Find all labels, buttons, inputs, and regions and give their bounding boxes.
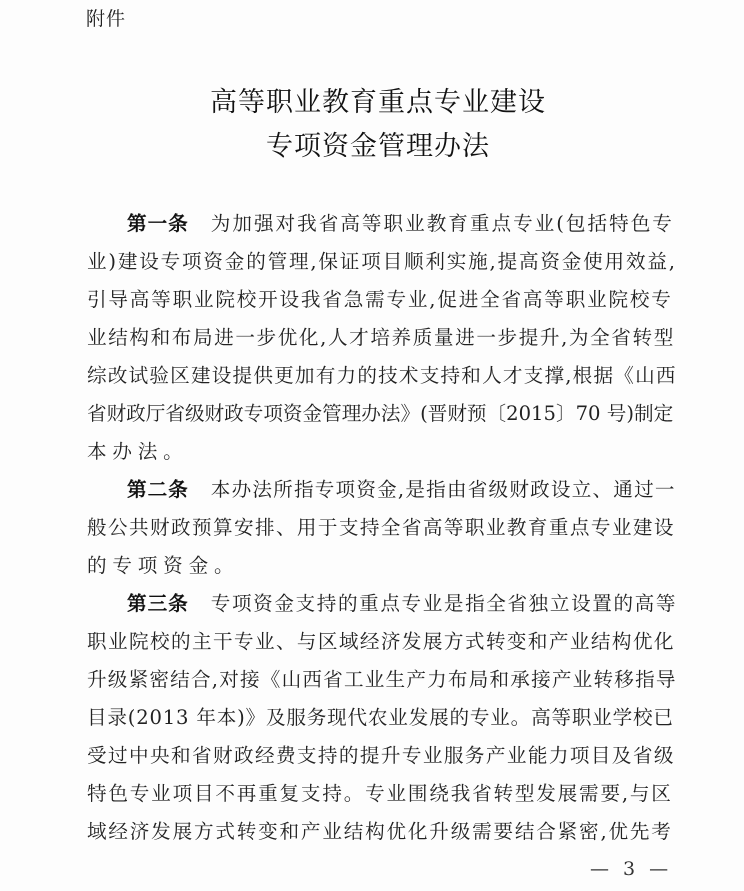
article-text: 专项资金支持的重点专业是指全省独立设置的高等: [210, 592, 678, 615]
article-1-line: [87, 205, 677, 243]
article-1-heading: 第一条: [127, 212, 189, 235]
article-2-heading: 第二条: [127, 478, 189, 501]
article-2-line: 的专项资金。: [87, 554, 240, 577]
article-3-line: 目录(2013 年本)》及服务现代农业发展的专业。高等职业学校已: [87, 706, 674, 729]
article-2-line: [87, 471, 677, 509]
article-3-heading: 第三条: [127, 592, 189, 615]
article-3-line: 职业院校的主干专业、与区域经济发展方式转变和产业结构优化: [87, 630, 675, 653]
article-3-line: 域经济发展方式转变和产业结构优化升级需要结合紧密,优先考: [87, 820, 673, 843]
article-2-line: 般公共财政预算安排、用于支持全省高等职业教育重点专业建设: [87, 516, 675, 539]
article-1-line: 引导高等职业院校开设我省急需专业,促进全省高等职业院校专: [87, 288, 673, 311]
article-1-line: 省财政厅省级财政专项资金管理办法》(晋财预〔2015〕70 号)制定: [87, 402, 674, 425]
article-3-line: 受过中央和省财政经费支持的提升专业服务产业能力项目及省级: [87, 744, 675, 767]
article-text: 为加强对我省高等职业教育重点专业(包括特色专: [210, 212, 674, 235]
article-1-line: 业)建设专项资金的管理,保证项目顺利实施,提高资金使用效益,: [87, 250, 677, 273]
article-3-line: [87, 585, 677, 623]
page-number: — 3 —: [590, 858, 673, 880]
article-1-line: 本办法。: [87, 440, 189, 463]
article-text: 本办法所指专项资金,是指由省级财政设立、通过一: [210, 478, 676, 501]
article-3-line: 特色专业项目不再重复支持。专业围绕我省转型发展需要,与区: [87, 782, 673, 805]
attachment-label: 附件: [86, 8, 127, 30]
document-body: [87, 205, 677, 851]
document-title-line-2: 专项资金管理办法: [266, 131, 490, 162]
article-1-line: 业结构和布局进一步优化,人才培养质量进一步提升,为全省转型: [87, 326, 675, 349]
article-1-line: 综改试验区建设提供更加有力的技术支持和人才支撑,根据《山西: [87, 364, 677, 387]
document-title-line-1: 高等职业教育重点专业建设: [210, 87, 546, 118]
article-3-line: 升级紧密结合,对接《山西省工业生产力布局和承接产业转移指导: [87, 668, 677, 691]
